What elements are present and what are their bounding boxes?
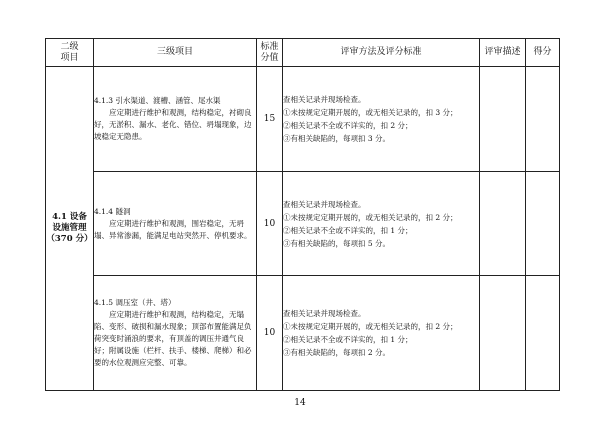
method-line: 查相关记录并现场检查。	[283, 199, 366, 209]
method-line: ①未按规定定期开展的，或无相关记录的，扣 2 分；	[283, 322, 458, 331]
review-desc-cell	[480, 276, 526, 391]
header-score: 得分	[526, 39, 560, 67]
header-category-text: 二级 项目	[60, 41, 79, 63]
score-cell	[526, 276, 560, 391]
item-code: 4.1.5 调压室（井、塔）	[94, 298, 176, 307]
item-desc: 应定期进行维护和观测，结构稳定，无塌陷、变形、破损和漏水现象；顶部布置能满足负荷突变时涌浪的要求，有顶盖的调压井通气良好；附属设施（栏杆、扶手、楼梯、爬梯）和必要的水位观测应完整、可靠。	[94, 310, 252, 367]
item-cell	[94, 172, 257, 276]
page-number: 14	[294, 398, 306, 408]
method-cell	[283, 276, 480, 391]
method-line: ③有相关缺陷的，每项扣 2 分。	[283, 348, 391, 357]
score-cell	[526, 172, 560, 276]
method-line: 查相关记录并现场检查。	[283, 309, 366, 318]
table-row	[46, 276, 560, 391]
item-code: 4.1.3 引水渠道、渡槽、涵管、尾水渠	[94, 96, 221, 105]
header-item: 三级项目	[94, 39, 257, 67]
category-cell	[46, 67, 94, 391]
category-text: 4.1 设备 设施管理 （370 分）	[46, 212, 93, 244]
score-cell	[526, 67, 560, 172]
review-desc-cell	[480, 67, 526, 172]
standard-score-cell: 15	[257, 67, 283, 172]
table-row	[46, 67, 560, 172]
header-row	[46, 39, 560, 67]
item-desc: 应定期进行维护和观测，结构稳定，衬砌良好，无淤积、漏水、老化、错位、坍塌现象，边坡稳定无隐患。	[94, 108, 252, 141]
method-line: ②相关记录不全或不详实的，扣 1 分；	[283, 225, 413, 235]
method-line: ①未按规定定期开展的，或无相关记录的，扣 2 分；	[283, 212, 458, 222]
standard-score-cell: 10	[257, 276, 283, 391]
review-table	[45, 38, 560, 391]
method-line: ③有相关缺陷的，每项扣 3 分。	[283, 134, 391, 143]
header-category	[46, 39, 94, 67]
item-code: 4.1.4 隧洞	[94, 206, 131, 216]
item-cell	[94, 67, 257, 172]
header-standard-score	[257, 39, 283, 67]
method-line: 查相关记录并现场检查。	[283, 95, 366, 104]
method-line: ②相关记录不全或不详实的，扣 1 分；	[283, 335, 413, 344]
method-line: ②相关记录不全或不详实的，扣 2 分；	[283, 121, 413, 130]
header-method: 评审方法及评分标准	[283, 39, 480, 67]
method-cell	[283, 67, 480, 172]
review-desc-cell	[480, 172, 526, 276]
header-review-desc: 评审描述	[480, 39, 526, 67]
header-standard-score-text: 标准 分值	[260, 41, 279, 63]
item-cell	[94, 276, 257, 391]
table-row	[46, 172, 560, 276]
method-line: ①未按规定定期开展的，或无相关记录的，扣 3 分；	[283, 108, 458, 117]
item-desc: 应定期进行维护和观测，围岩稳定，无坍塌、异常渗漏，能满足电站突然开、停机要求。	[94, 218, 252, 240]
method-cell	[283, 172, 480, 276]
method-line: ③有相关缺陷的，每项扣 5 分。	[283, 238, 391, 248]
standard-score-cell: 10	[257, 172, 283, 276]
